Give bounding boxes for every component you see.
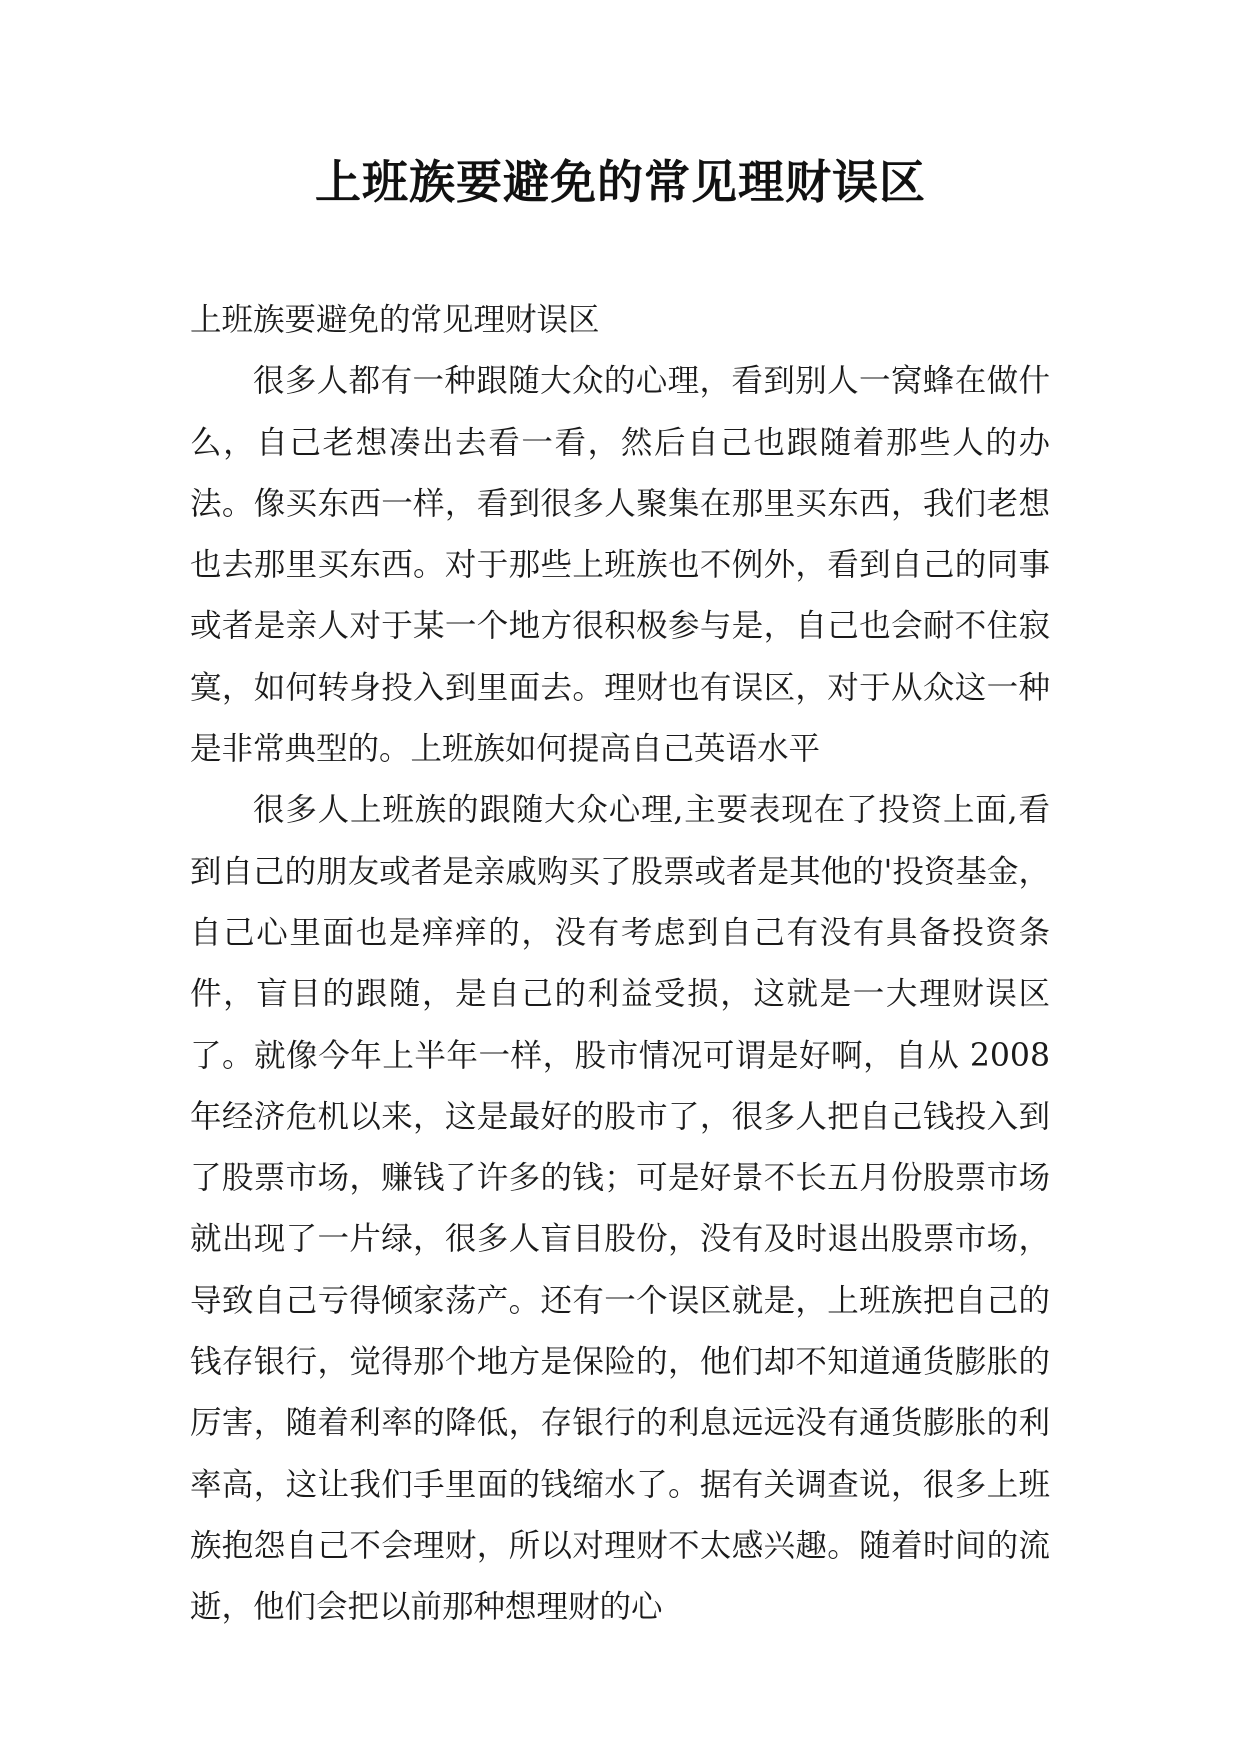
paragraph: 很多人都有一种跟随大众的心理，看到别人一窝蜂在做什么，自己老想凑出去看一看，然后自己也跟随着那些人的办法。像买东西一样，看到很多人聚集在那里买东西，我们老想也去那里买东西。对于那些上班族也不例外，看到自己的同事或者是亲人对于某一个地方很积极参与是，自己也会耐不住寂寞，如何转身投入到里面去。理财也有误区，对于从众这一种是非常典型的。上班族如何提高自己英语水平 [190, 363, 1050, 768]
paragraph: 很多人上班族的跟随大众心理,主要表现在了投资上面,看到自己的朋友或者是亲戚购买了股票或者是其他的'投资基金，自己心里面也是痒痒的，没有考虑到自己有没有具备投资条件，盲目的跟随，是自己的利益受损，这就是一大理财误区了。就像今年上半年一样，股市情况可谓是好啊，自从 2008 年经济危机以来，这是最好的股市了，很多人把自己钱投入到了股票市场，赚钱了许多的钱；可是好景不长五月份股票市场就出现了一片绿，很多人盲目股份，没有及时退出股票市场，导致自己亏得倾家荡产。还有一个误区就是，上班族把自己的钱存银行，觉得那个地方是保险的，他们却不知道通货膨胀的厉害，随着利率的降低，存银行的利息远远没有通货膨胀的利率高，这让我们手里面的钱缩水了。据有关调查说，很多上班族抱怨自己不会理财，所以对理财不太感兴趣。随着时间的流逝，他们会把以前那种想理财的心 [190, 792, 1050, 1626]
document-subtitle: 上班族要避免的常见理财误区 [190, 302, 600, 338]
document-title: 上班族要避免的常见理财误区 [315, 155, 926, 209]
document-body [190, 290, 1050, 1639]
